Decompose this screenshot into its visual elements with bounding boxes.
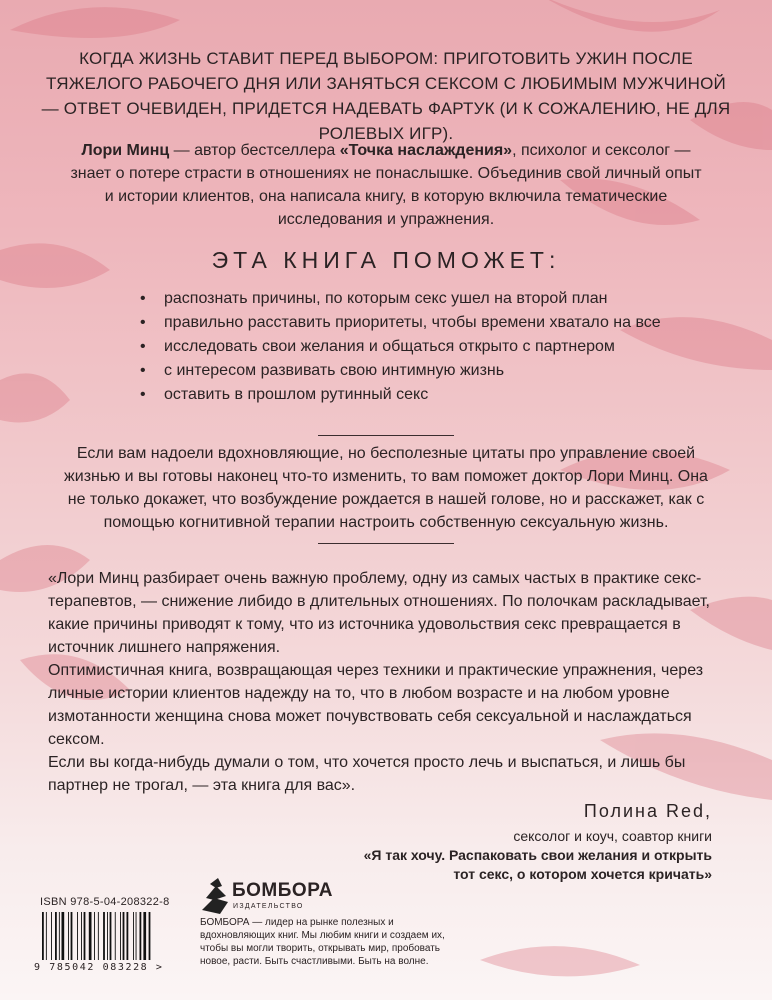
reviewer-name: Полина Red, [583,801,712,821]
list-item: • исследовать свои желания и общаться открыто с партнером [136,335,696,358]
help-list [136,287,696,407]
reviewer-role: сексолог и коуч, соавтор книги [513,828,712,844]
signature [312,799,712,884]
help-heading: ЭТА КНИГА ПОМОЖЕТ: [211,247,561,273]
book-title: «Точка наслаждения» [339,142,513,159]
barcode-digits: 9 785042 083228 > [34,962,164,973]
divider [318,435,454,436]
author-name: Лори Минц [81,142,170,159]
review-paragraph: Если вы когда-нибудь думали о том, что хочется просто лечь и выспаться, и лишь бы партнер не трогал, — эта книга для вас». [48,754,686,794]
publisher-name: БОМБОРА [232,880,333,901]
bomb-icon [200,876,230,916]
list-item: • распознать причины, по которым секс ушел на второй план [136,287,696,310]
publisher-note: БОМБОРА — лидер на рынке полезных и вдохновляющих книг. Мы любим книги и создаем их, чтобы вы могли творить, открывать мир, пробовать новое, расти. Быть счастливыми. Быть на волне. [200,917,445,967]
divider [318,543,454,544]
list-item: • с интересом развивать свою интимную жизнь [136,359,696,382]
review-paragraph: «Лори Минц разбирает очень важную проблему, одну из самых частых в практике секс-терапевтов, — снижение либидо в длительных отношениях. По полочкам раскладывает, какие причины приводят к тому, что из источника удовольствия секс превращается в источник лишнего напряжения. [48,570,710,656]
publisher-logo [200,876,340,916]
reviewer-book-line: «Я так хочу. Распаковать свои желания и открыть [363,847,712,863]
author-text-1: — автор бестселлера [169,142,340,159]
barcode [40,912,185,960]
author-text-2: , психолог и сексолог — знает о потере страсти в отношениях не понаслышке. Объединив свой личный опыт и истории клиентов, она написала книгу, в которую включила тематические исследования и упражнения. [70,142,702,228]
publisher-sub: ИЗДАТЕЛЬСТВО [233,903,304,910]
middle-paragraph: Если вам надоели вдохновляющие, но бесполезные цитаты про управление своей жизнью и вы готовы наконец что-то изменить, то вам поможет доктор Лори Минц. Она не только докажет, что возбуждение рождается в нашей голове, но и расскажет, как с помощью когнитивной терапии настроить собственную сексуальную жизнь. [64,445,708,531]
author-blurb [70,139,702,231]
headline: КОГДА ЖИЗНЬ СТАВИТ ПЕРЕД ВЫБОРОМ: ПРИГОТОВИТЬ УЖИН ПОСЛЕ ТЯЖЕЛОГО РАБОЧЕГО ДНЯ ИЛИ ЗАНЯТЬСЯ СЕКСОМ С ЛЮБИМЫМ МУЖЧИНОЙ — ОТВЕТ ОЧЕВИДЕН, ПРИДЕТСЯ НАДЕВАТЬ ФАРТУК (И К СОЖАЛЕНИЮ, НЕ ДЛЯ РОЛЕВЫХ ИГР). [41,49,731,143]
review-paragraph: Оптимистичная книга, возвращающая через техники и практические упражнения, через личные истории клиентов надежду на то, что в любом возрасте и на любом уровне измотанности женщина снова может почувствовать себя сексуальной и наслаждаться сексом. [48,662,704,748]
list-item: • правильно расставить приоритеты, чтобы времени хватало на все [136,311,696,334]
reviewer-book-line: тот секс, о котором хочется кричать» [453,866,712,882]
list-item: • оставить в прошлом рутинный секс [136,383,696,406]
isbn-label: ISBN 978-5-04-208322-8 [40,896,170,908]
